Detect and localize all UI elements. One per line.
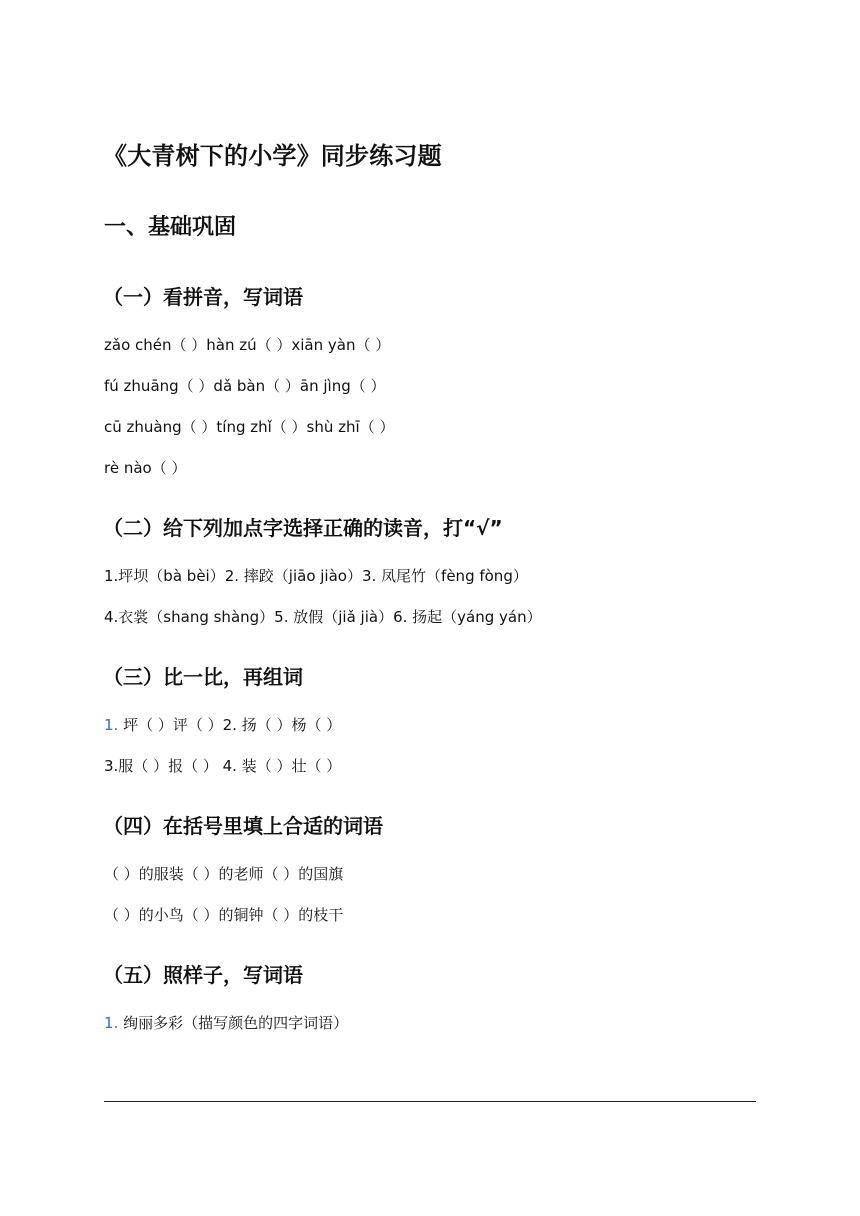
list-number: 1. bbox=[104, 1014, 119, 1032]
list-number: 1. bbox=[104, 716, 119, 734]
compare-line-2: 3.服（ ）报（ ） 4. 装（ ）壮（ ） bbox=[104, 757, 342, 775]
compare-line-1 bbox=[104, 713, 341, 737]
reading-choice-line-1: 1.坪坝（bà bèi）2. 摔跤（jiāo jiào）3. 凤尾竹（fèng fòng） bbox=[104, 567, 528, 585]
part4-heading: （四）在括号里填上合适的词语 bbox=[103, 814, 383, 838]
example-line-1 bbox=[104, 1011, 348, 1035]
part5-heading: （五）照样子，写词语 bbox=[103, 963, 303, 987]
section-heading-basic: 一、基础巩固 bbox=[104, 215, 237, 240]
part3-heading: （三）比一比，再组词 bbox=[103, 665, 303, 689]
horizontal-rule bbox=[104, 1101, 756, 1102]
compare-line-1-text: 坪（ ）评（ ）2. 扬（ ）杨（ ） bbox=[123, 716, 342, 734]
pinyin-line-4: rè nào（ ） bbox=[104, 459, 187, 477]
pinyin-line-1: zǎo chén（ ）hàn zú（ ）xiān yàn（ ） bbox=[104, 336, 391, 354]
fill-line-1: （ ）的服装（ ）的老师（ ）的国旗 bbox=[104, 865, 344, 883]
example-line-1-text: 绚丽多彩（描写颜色的四字词语） bbox=[123, 1014, 349, 1032]
pinyin-line-2: fú zhuāng（ ）dǎ bàn（ ）ān jìng（ ） bbox=[104, 377, 386, 395]
fill-line-2: （ ）的小鸟（ ）的铜钟（ ）的枝干 bbox=[104, 906, 344, 924]
part1-heading: （一）看拼音，写词语 bbox=[103, 285, 303, 309]
pinyin-line-3: cū zhuàng（ ）tíng zhǐ（ ）shù zhī（ ） bbox=[104, 418, 395, 436]
reading-choice-line-2: 4.衣裳（shang shàng）5. 放假（jiǎ jià）6. 扬起（yáng yán） bbox=[104, 608, 542, 626]
document-title: 《大青树下的小学》同步练习题 bbox=[103, 142, 442, 170]
part2-heading: （二）给下列加点字选择正确的读音，打“√” bbox=[103, 516, 503, 540]
